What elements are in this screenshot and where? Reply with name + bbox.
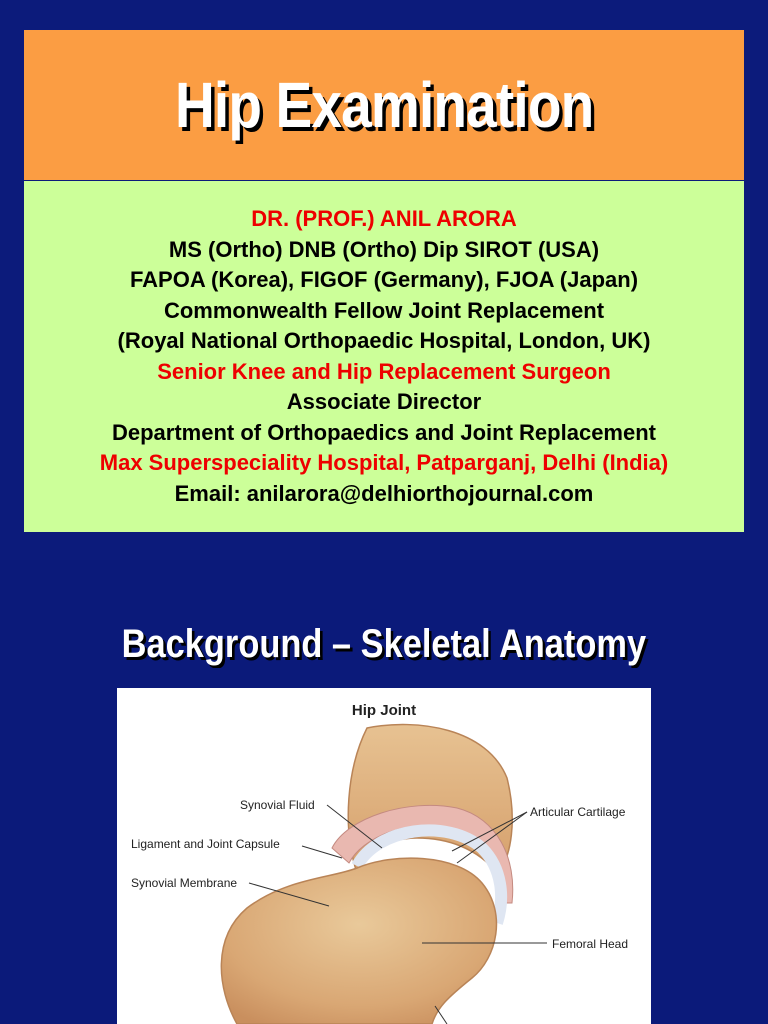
label-articular-cartilage: Articular Cartilage <box>530 805 626 819</box>
section-title <box>0 622 768 667</box>
section-title-text: Background – Skeletal Anatomy <box>121 622 647 666</box>
leader-bottom <box>435 1006 447 1024</box>
qualification-line: FAPOA (Korea), FIGOF (Germany), FJOA (Japan) <box>129 267 639 292</box>
hip-joint-illustration <box>117 688 651 1024</box>
author-hospital: Max Superspeciality Hospital, Patparganj, Delhi (India) <box>99 450 669 475</box>
slide-title: Hip Examination <box>174 69 594 141</box>
author-department: Department of Orthopaedics and Joint Replacement <box>112 419 656 445</box>
femoral-head <box>221 858 496 1024</box>
label-synovial-fluid: Synovial Fluid <box>240 798 315 812</box>
diagram-title: Hip Joint <box>351 702 417 719</box>
label-femoral-head: Femoral Head <box>552 937 629 951</box>
author-role: Senior Knee and Hip Replacement Surgeon <box>157 358 611 384</box>
hip-joint-diagram <box>117 688 651 1024</box>
label-synovial-membrane: Synovial Membrane <box>131 876 238 890</box>
author-email: Email: anilarora@delhiorthojournal.com <box>174 480 594 506</box>
qualification-line: Commonwealth Fellow Joint Replacement <box>163 297 605 323</box>
qualification-line: (Royal National Orthopaedic Hospital, London, UK) <box>117 328 651 353</box>
author-position: Associate Director <box>286 389 482 414</box>
author-info-box <box>24 181 744 532</box>
qualification-line: MS (Ortho) DNB (Ortho) Dip SIROT (USA) <box>168 236 600 262</box>
title-banner <box>24 30 744 180</box>
author-name: DR. (PROF.) ANIL ARORA <box>251 206 517 231</box>
label-ligament-capsule: Ligament and Joint Capsule <box>131 837 280 851</box>
